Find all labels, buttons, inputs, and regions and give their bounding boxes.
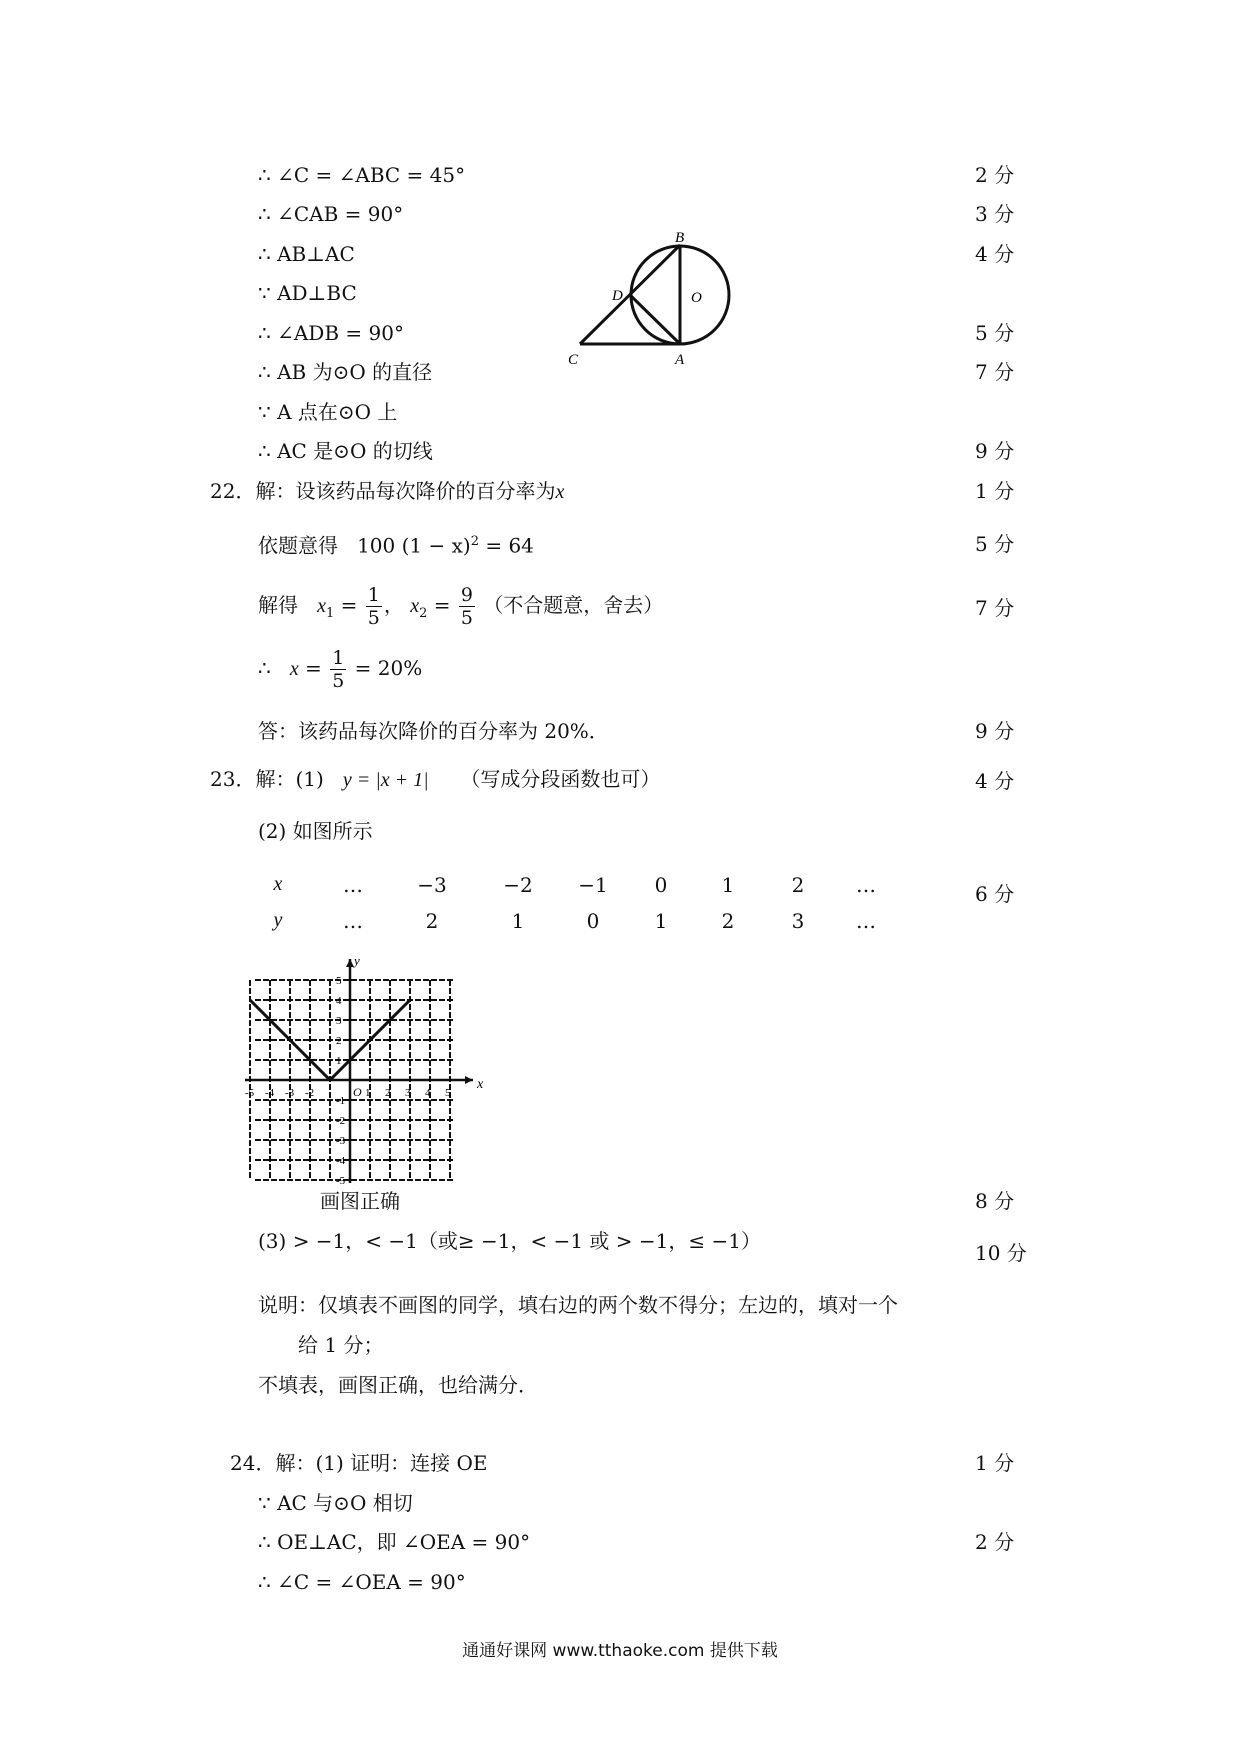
circle-tangent-figure bbox=[560, 230, 760, 380]
table-y-7: … bbox=[856, 909, 876, 933]
q23-note-line-1: 说明：仅填表不画图的同学，填右边的两个数不得分；左边的，填对一个 bbox=[258, 1293, 898, 1317]
score-7-q22: 7 分 bbox=[975, 596, 1015, 620]
table-x-1: −3 bbox=[417, 873, 447, 897]
q22-x1-sub: 1 bbox=[325, 606, 335, 621]
x-tick-label: -3 bbox=[285, 1087, 295, 1099]
q24-line-1: ∵ AC 与⊙O 相切 bbox=[258, 1491, 413, 1515]
x-axis-label: x bbox=[477, 1077, 484, 1092]
q24-line-2: ∴ OE⊥AC，即 ∠OEA = 90° bbox=[258, 1530, 531, 1554]
q23-graph-caption: 画图正确 bbox=[320, 1189, 400, 1213]
origin-label: O bbox=[353, 1085, 362, 1099]
y-tick-label: 4 bbox=[336, 995, 342, 1007]
y-tick-label: 3 bbox=[336, 1015, 342, 1027]
label-o: O bbox=[691, 290, 702, 306]
q22-eq-lhs: 100 (1 − x) bbox=[357, 533, 471, 558]
label-a: A bbox=[675, 352, 685, 368]
y-axis-arrow bbox=[346, 959, 354, 967]
q22-x-den: 5 bbox=[332, 670, 345, 692]
table-x-label: x bbox=[273, 873, 283, 895]
table-x-6: 2 bbox=[791, 873, 805, 897]
label-c: C bbox=[568, 352, 579, 368]
q22-equation bbox=[258, 529, 534, 559]
score-5: 5 分 bbox=[975, 321, 1015, 345]
q21-line-1: ∴ ∠C = ∠ABC = 45° bbox=[258, 163, 466, 187]
q23-part3: (3) > −1，< −1（或≥ −1，< −1 或 > −1，≤ −1） bbox=[258, 1229, 761, 1253]
y-tick-label: 2 bbox=[336, 1035, 342, 1047]
table-y-2: 1 bbox=[511, 909, 525, 933]
table-x-5: 1 bbox=[721, 873, 735, 897]
q22-heading-var: x bbox=[555, 481, 565, 503]
q22-x2-fraction bbox=[459, 584, 475, 629]
q23-heading-note: （写成分段函数也可） bbox=[460, 767, 661, 791]
q24-heading: 24．解：(1) 证明：连接 OE bbox=[230, 1451, 488, 1475]
x-tick-label: 5 bbox=[445, 1087, 451, 1099]
q22-sol-note: （不合题意，舍去） bbox=[483, 593, 664, 617]
score-5-q22: 5 分 bbox=[975, 532, 1015, 556]
q22-therefore: ∴ bbox=[258, 656, 271, 680]
table-x-7: … bbox=[856, 873, 876, 897]
table-x-3: −1 bbox=[578, 873, 608, 897]
q22-x1-num: 1 bbox=[367, 584, 380, 606]
q23-value-table bbox=[258, 873, 938, 943]
q22-x2-den: 5 bbox=[460, 607, 473, 629]
table-y-3: 0 bbox=[586, 909, 600, 933]
score-2-q24: 2 分 bbox=[975, 1530, 1015, 1554]
x-tick-label: -2 bbox=[305, 1087, 315, 1099]
q22-x-var: x bbox=[289, 658, 299, 680]
x-axis-arrow bbox=[465, 1076, 473, 1084]
page-footer: 通通好课网 www.tthaoke.com 提供下载 bbox=[462, 1641, 778, 1661]
q22-eq-rhs: = 64 bbox=[478, 533, 534, 558]
q21-line-4: ∵ AD⊥BC bbox=[258, 281, 357, 305]
q22-eq-prefix: 依题意得 bbox=[258, 533, 338, 558]
x-tick-label: -4 bbox=[265, 1087, 275, 1099]
q22-answer: 答：该药品每次降价的百分率为 20%． bbox=[258, 719, 609, 743]
label-b: B bbox=[675, 230, 685, 246]
x-tick-label: 3 bbox=[405, 1087, 411, 1099]
y-tick-label: -3 bbox=[336, 1135, 346, 1147]
y-tick-label: -1 bbox=[336, 1095, 346, 1107]
q22-x1-fraction bbox=[366, 584, 382, 629]
function-graph bbox=[245, 955, 485, 1185]
x-tick-label: -5 bbox=[245, 1087, 255, 1099]
table-y-label: y bbox=[273, 909, 283, 931]
y-tick-label: -4 bbox=[336, 1155, 346, 1167]
q22-x-num: 1 bbox=[332, 647, 345, 669]
score-8: 8 分 bbox=[975, 1189, 1015, 1213]
q21-line-8: ∴ AC 是⊙O 的切线 bbox=[258, 439, 433, 463]
q22-heading bbox=[210, 478, 564, 505]
q22-x1: x bbox=[317, 595, 326, 617]
table-y-4: 1 bbox=[654, 909, 668, 933]
score-1-q24: 1 分 bbox=[975, 1451, 1015, 1475]
y-tick-label: 5 bbox=[336, 975, 342, 987]
y-tick-label: -5 bbox=[336, 1175, 346, 1185]
y-tick-label: -2 bbox=[336, 1115, 346, 1127]
q22-sol-prefix: 解得 bbox=[258, 593, 298, 617]
table-x-0: … bbox=[343, 873, 363, 897]
score-4: 4 分 bbox=[975, 242, 1015, 266]
q21-line-7: ∵ A 点在⊙O 上 bbox=[258, 400, 398, 424]
q22-x2-num: 9 bbox=[460, 584, 473, 606]
score-2: 2 分 bbox=[975, 163, 1015, 187]
q23-heading-text: 23．解：(1) bbox=[210, 767, 324, 791]
q22-x1-den: 5 bbox=[367, 607, 380, 629]
table-y-6: 3 bbox=[791, 909, 805, 933]
y-tick-label: 1 bbox=[336, 1055, 342, 1067]
q21-line-6: ∴ AB 为⊙O 的直径 bbox=[258, 360, 433, 384]
q21-line-2: ∴ ∠CAB = 90° bbox=[258, 202, 404, 226]
table-x-2: −2 bbox=[503, 873, 533, 897]
x-tick-label: 2 bbox=[385, 1087, 391, 1099]
q22-x2-sub: 2 bbox=[419, 606, 428, 621]
score-3: 3 分 bbox=[975, 202, 1015, 226]
q23-note-line-3: 不填表，画图正确，也给满分． bbox=[258, 1373, 538, 1397]
score-7: 7 分 bbox=[975, 360, 1015, 384]
table-y-0: … bbox=[343, 909, 363, 933]
score-1: 1 分 bbox=[975, 479, 1015, 503]
q22-result: ∴ x = $\frac{1}{5}$ = 20% bbox=[258, 647, 423, 692]
table-x-4: 0 bbox=[654, 873, 668, 897]
score-10: 10 分 bbox=[975, 1241, 1027, 1265]
q23-note-line-2: 给 1 分； bbox=[298, 1333, 384, 1357]
score-6: 6 分 bbox=[975, 882, 1015, 906]
q22-eq-exp: 2 bbox=[470, 534, 479, 549]
q21-line-3: ∴ AB⊥AC bbox=[258, 242, 355, 266]
y-axis-label: y bbox=[354, 955, 360, 968]
q22-solution: 解得 $x_1$ = $\frac{1}{5}$ ， $x_2$ = $\frac{9}{5}$ （不合题意，舍去） bbox=[258, 584, 664, 629]
table-y-5: 2 bbox=[721, 909, 735, 933]
q22-x-result: = 20% bbox=[354, 656, 423, 680]
q21-line-5: ∴ ∠ADB = 90° bbox=[258, 321, 404, 345]
table-y-1: 2 bbox=[425, 909, 439, 933]
score-4-q23: 4 分 bbox=[975, 769, 1015, 793]
q22-heading-text: 22．解：设该药品每次降价的百分率为 bbox=[210, 479, 556, 503]
x-tick-label: 1 bbox=[365, 1087, 371, 1099]
label-d: D bbox=[612, 288, 623, 304]
q22-x-fraction bbox=[330, 647, 346, 692]
q23-part2: (2) 如图所示 bbox=[258, 819, 373, 843]
q23-function: y = |x + 1| bbox=[342, 769, 429, 791]
q23-heading bbox=[210, 766, 660, 793]
score-9-q22: 9 分 bbox=[975, 719, 1015, 743]
q24-line-3: ∴ ∠C = ∠OEA = 90° bbox=[258, 1570, 466, 1594]
x-tick-label: 4 bbox=[425, 1087, 431, 1099]
score-9: 9 分 bbox=[975, 439, 1015, 463]
q22-x2: x bbox=[410, 595, 420, 617]
